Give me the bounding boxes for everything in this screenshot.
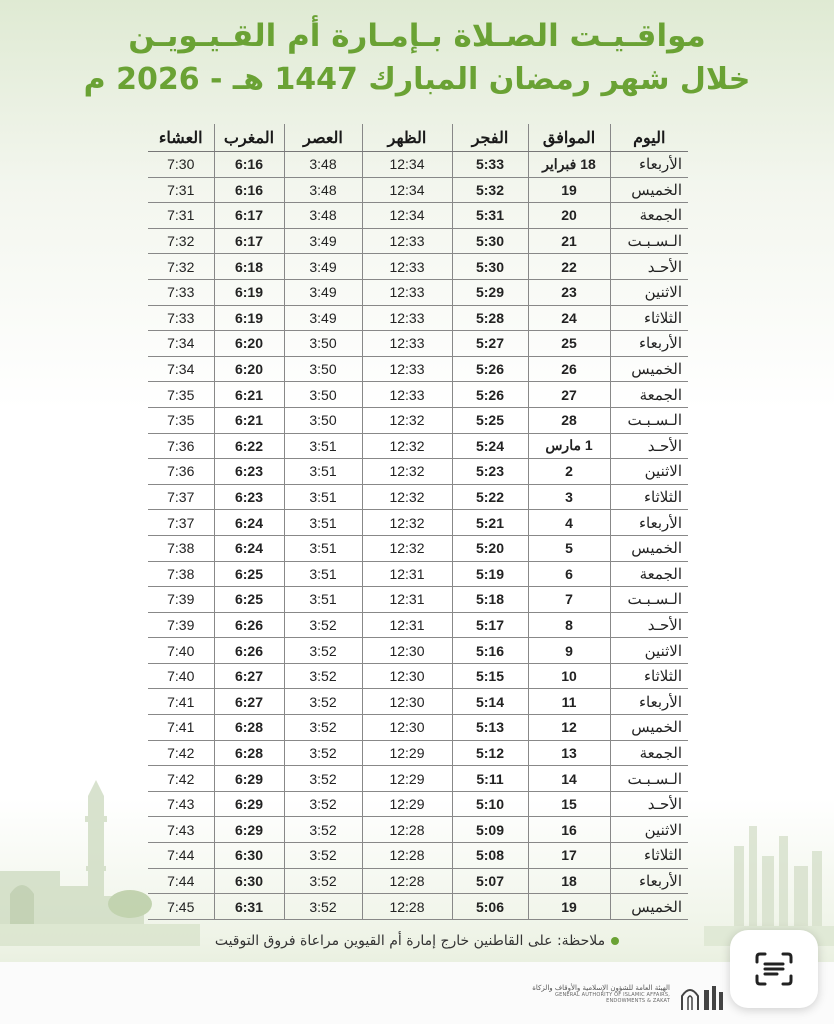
cell-isha: 7:41 xyxy=(148,689,214,715)
cell-asr: 3:50 xyxy=(284,407,362,433)
cell-maghrib: 6:24 xyxy=(214,535,284,561)
text-scan-icon xyxy=(754,951,794,987)
cell-maghrib: 6:25 xyxy=(214,587,284,613)
cell-dhuhr: 12:28 xyxy=(362,843,452,869)
authority-name-ar: الهيئة العامة للشؤون الإسلامية والأوقاف والزكاة xyxy=(532,984,670,992)
table-row xyxy=(148,715,688,741)
cell-day: الجمعة xyxy=(610,382,688,408)
prayer-times-table-container xyxy=(148,124,688,920)
cell-fajr: 5:26 xyxy=(452,356,528,382)
cell-fajr: 5:10 xyxy=(452,791,528,817)
cell-isha: 7:40 xyxy=(148,663,214,689)
cell-day: الخميس xyxy=(610,894,688,920)
table-row xyxy=(148,868,688,894)
cell-fajr: 5:07 xyxy=(452,868,528,894)
table-row xyxy=(148,228,688,254)
cell-asr: 3:51 xyxy=(284,510,362,536)
cell-dhuhr: 12:32 xyxy=(362,407,452,433)
table-row xyxy=(148,203,688,229)
cell-dhuhr: 12:28 xyxy=(362,868,452,894)
cell-day: الأربعاء xyxy=(610,152,688,178)
cell-asr: 3:52 xyxy=(284,612,362,638)
prayer-times-table xyxy=(148,124,688,920)
cell-isha: 7:42 xyxy=(148,766,214,792)
cell-maghrib: 6:21 xyxy=(214,382,284,408)
city-skyline-illustration xyxy=(704,806,834,946)
cell-maghrib: 6:27 xyxy=(214,689,284,715)
cell-isha: 7:38 xyxy=(148,561,214,587)
cell-asr: 3:52 xyxy=(284,868,362,894)
cell-day: الاثنين xyxy=(610,279,688,305)
cell-asr: 3:48 xyxy=(284,177,362,203)
cell-isha: 7:39 xyxy=(148,612,214,638)
cell-maghrib: 6:20 xyxy=(214,356,284,382)
cell-asr: 3:52 xyxy=(284,894,362,920)
cell-asr: 3:49 xyxy=(284,305,362,331)
cell-dhuhr: 12:32 xyxy=(362,510,452,536)
cell-asr: 3:49 xyxy=(284,254,362,280)
cell-date: 14 xyxy=(528,766,610,792)
cell-fajr: 5:25 xyxy=(452,407,528,433)
table-row xyxy=(148,587,688,613)
cell-dhuhr: 12:29 xyxy=(362,766,452,792)
cell-date: 5 xyxy=(528,535,610,561)
cell-asr: 3:52 xyxy=(284,766,362,792)
cell-asr: 3:52 xyxy=(284,638,362,664)
cell-asr: 3:50 xyxy=(284,356,362,382)
cell-fajr: 5:12 xyxy=(452,740,528,766)
cell-isha: 7:32 xyxy=(148,228,214,254)
cell-date: 20 xyxy=(528,203,610,229)
cell-dhuhr: 12:34 xyxy=(362,203,452,229)
cell-day: الـسـبـت xyxy=(610,407,688,433)
cell-date: 26 xyxy=(528,356,610,382)
cell-asr: 3:51 xyxy=(284,459,362,485)
page-title: مواقـيـت الصـلاة بـإمـارة أم القـيـويـن xyxy=(128,18,706,54)
cell-maghrib: 6:31 xyxy=(214,894,284,920)
cell-date: 9 xyxy=(528,638,610,664)
cell-maghrib: 6:29 xyxy=(214,817,284,843)
cell-day: الأحـد xyxy=(610,254,688,280)
cell-date: 6 xyxy=(528,561,610,587)
cell-isha: 7:33 xyxy=(148,305,214,331)
table-row xyxy=(148,817,688,843)
header-dhuhr: الظهر xyxy=(362,124,452,152)
header-asr: العصر xyxy=(284,124,362,152)
table-row xyxy=(148,433,688,459)
cell-date: 22 xyxy=(528,254,610,280)
cell-maghrib: 6:23 xyxy=(214,459,284,485)
cell-day: الأربعاء xyxy=(610,510,688,536)
cell-dhuhr: 12:28 xyxy=(362,817,452,843)
cell-day: الأحـد xyxy=(610,791,688,817)
cell-date: 2 xyxy=(528,459,610,485)
cell-fajr: 5:30 xyxy=(452,228,528,254)
cell-isha: 7:44 xyxy=(148,843,214,869)
cell-dhuhr: 12:33 xyxy=(362,254,452,280)
cell-maghrib: 6:26 xyxy=(214,612,284,638)
cell-asr: 3:52 xyxy=(284,843,362,869)
table-row xyxy=(148,407,688,433)
cell-maghrib: 6:17 xyxy=(214,203,284,229)
cell-asr: 3:52 xyxy=(284,740,362,766)
table-row xyxy=(148,663,688,689)
table-row xyxy=(148,459,688,485)
cell-fajr: 5:30 xyxy=(452,254,528,280)
cell-dhuhr: 12:30 xyxy=(362,715,452,741)
cell-dhuhr: 12:30 xyxy=(362,638,452,664)
cell-isha: 7:37 xyxy=(148,510,214,536)
cell-dhuhr: 12:33 xyxy=(362,228,452,254)
table-row xyxy=(148,177,688,203)
cell-isha: 7:31 xyxy=(148,177,214,203)
cell-date: 19 xyxy=(528,894,610,920)
cell-day: الجمعة xyxy=(610,740,688,766)
cell-dhuhr: 12:33 xyxy=(362,382,452,408)
cell-date: 1 مارس xyxy=(528,433,610,459)
timing-note xyxy=(0,933,834,949)
cell-maghrib: 6:17 xyxy=(214,228,284,254)
table-row xyxy=(148,535,688,561)
cell-date: 19 xyxy=(528,177,610,203)
table-row xyxy=(148,689,688,715)
cell-isha: 7:43 xyxy=(148,791,214,817)
header-day: اليوم xyxy=(610,124,688,152)
cell-dhuhr: 12:34 xyxy=(362,152,452,178)
cell-day: الأربعاء xyxy=(610,689,688,715)
cell-date: 16 xyxy=(528,817,610,843)
table-body xyxy=(148,152,688,920)
cell-asr: 3:49 xyxy=(284,279,362,305)
table-row xyxy=(148,894,688,920)
cell-isha: 7:34 xyxy=(148,331,214,357)
footer-bar xyxy=(0,962,834,1024)
cell-date: 10 xyxy=(528,663,610,689)
cell-fajr: 5:09 xyxy=(452,817,528,843)
cell-date: 12 xyxy=(528,715,610,741)
cell-date: 15 xyxy=(528,791,610,817)
cell-isha: 7:31 xyxy=(148,203,214,229)
table-row xyxy=(148,305,688,331)
table-row xyxy=(148,561,688,587)
cell-date: 3 xyxy=(528,484,610,510)
cell-fajr: 5:15 xyxy=(452,663,528,689)
cell-date: 28 xyxy=(528,407,610,433)
cell-isha: 7:34 xyxy=(148,356,214,382)
cell-maghrib: 6:16 xyxy=(214,177,284,203)
cell-maghrib: 6:29 xyxy=(214,791,284,817)
text-scan-button[interactable] xyxy=(730,930,818,1008)
cell-day: الأحـد xyxy=(610,612,688,638)
cell-asr: 3:51 xyxy=(284,561,362,587)
header-date: الموافق xyxy=(528,124,610,152)
cell-dhuhr: 12:33 xyxy=(362,305,452,331)
authority-emblem-icon xyxy=(676,980,732,1012)
cell-date: 18 فبراير xyxy=(528,152,610,178)
cell-maghrib: 6:30 xyxy=(214,843,284,869)
cell-asr: 3:51 xyxy=(284,433,362,459)
cell-fajr: 5:27 xyxy=(452,331,528,357)
cell-day: الاثنين xyxy=(610,638,688,664)
cell-asr: 3:50 xyxy=(284,331,362,357)
cell-dhuhr: 12:30 xyxy=(362,689,452,715)
cell-day: الثلاثاء xyxy=(610,843,688,869)
cell-date: 8 xyxy=(528,612,610,638)
header-maghrib: المغرب xyxy=(214,124,284,152)
cell-day: الجمعة xyxy=(610,203,688,229)
cell-isha: 7:45 xyxy=(148,894,214,920)
cell-asr: 3:50 xyxy=(284,382,362,408)
cell-maghrib: 6:20 xyxy=(214,331,284,357)
cell-dhuhr: 12:29 xyxy=(362,740,452,766)
header-isha: العشاء xyxy=(148,124,214,152)
table-row xyxy=(148,638,688,664)
cell-fajr: 5:22 xyxy=(452,484,528,510)
cell-fajr: 5:32 xyxy=(452,177,528,203)
cell-fajr: 5:24 xyxy=(452,433,528,459)
cell-isha: 7:43 xyxy=(148,817,214,843)
cell-dhuhr: 12:29 xyxy=(362,791,452,817)
cell-dhuhr: 12:30 xyxy=(362,663,452,689)
cell-asr: 3:51 xyxy=(284,587,362,613)
cell-asr: 3:52 xyxy=(284,817,362,843)
cell-asr: 3:52 xyxy=(284,791,362,817)
cell-dhuhr: 12:33 xyxy=(362,279,452,305)
cell-dhuhr: 12:31 xyxy=(362,612,452,638)
cell-day: الأربعاء xyxy=(610,868,688,894)
cell-day: الخميس xyxy=(610,715,688,741)
cell-date: 21 xyxy=(528,228,610,254)
cell-isha: 7:33 xyxy=(148,279,214,305)
cell-asr: 3:52 xyxy=(284,715,362,741)
cell-isha: 7:37 xyxy=(148,484,214,510)
cell-date: 17 xyxy=(528,843,610,869)
cell-fajr: 5:33 xyxy=(452,152,528,178)
table-row xyxy=(148,279,688,305)
cell-maghrib: 6:25 xyxy=(214,561,284,587)
table-row xyxy=(148,766,688,792)
cell-day: الخميس xyxy=(610,177,688,203)
cell-day: الـسـبـت xyxy=(610,587,688,613)
cell-maghrib: 6:19 xyxy=(214,279,284,305)
cell-date: 27 xyxy=(528,382,610,408)
cell-day: الـسـبـت xyxy=(610,228,688,254)
cell-fajr: 5:26 xyxy=(452,382,528,408)
cell-dhuhr: 12:28 xyxy=(362,894,452,920)
note-text: ملاحظة: على القاطنين خارج إمارة أم القيوين مراعاة فروق التوقيت xyxy=(214,933,606,949)
cell-maghrib: 6:22 xyxy=(214,433,284,459)
cell-maghrib: 6:21 xyxy=(214,407,284,433)
authority-name xyxy=(520,984,670,1004)
cell-fajr: 5:14 xyxy=(452,689,528,715)
cell-date: 13 xyxy=(528,740,610,766)
cell-isha: 7:44 xyxy=(148,868,214,894)
cell-fajr: 5:21 xyxy=(452,510,528,536)
cell-fajr: 5:17 xyxy=(452,612,528,638)
cell-dhuhr: 12:32 xyxy=(362,433,452,459)
table-row xyxy=(148,510,688,536)
cell-day: الأربعاء xyxy=(610,331,688,357)
cell-asr: 3:48 xyxy=(284,152,362,178)
cell-maghrib: 6:19 xyxy=(214,305,284,331)
cell-date: 18 xyxy=(528,868,610,894)
table-header-row xyxy=(148,124,688,152)
cell-isha: 7:41 xyxy=(148,715,214,741)
table-row xyxy=(148,740,688,766)
cell-day: الجمعة xyxy=(610,561,688,587)
cell-fajr: 5:23 xyxy=(452,459,528,485)
cell-date: 24 xyxy=(528,305,610,331)
cell-maghrib: 6:28 xyxy=(214,740,284,766)
cell-isha: 7:42 xyxy=(148,740,214,766)
cell-date: 4 xyxy=(528,510,610,536)
cell-day: الخميس xyxy=(610,535,688,561)
cell-dhuhr: 12:33 xyxy=(362,331,452,357)
cell-isha: 7:38 xyxy=(148,535,214,561)
cell-asr: 3:51 xyxy=(284,484,362,510)
table-row xyxy=(148,612,688,638)
header-fajr: الفجر xyxy=(452,124,528,152)
cell-dhuhr: 12:34 xyxy=(362,177,452,203)
cell-isha: 7:40 xyxy=(148,638,214,664)
cell-fajr: 5:18 xyxy=(452,587,528,613)
cell-day: الثلاثاء xyxy=(610,305,688,331)
cell-maghrib: 6:28 xyxy=(214,715,284,741)
cell-asr: 3:52 xyxy=(284,689,362,715)
page-subtitle: خلال شهر رمضان المبارك 1447 هـ - 2026 م xyxy=(83,62,751,97)
cell-day: الخميس xyxy=(610,356,688,382)
cell-isha: 7:32 xyxy=(148,254,214,280)
cell-day: الاثنين xyxy=(610,459,688,485)
cell-maghrib: 6:18 xyxy=(214,254,284,280)
cell-maghrib: 6:29 xyxy=(214,766,284,792)
cell-maghrib: 6:16 xyxy=(214,152,284,178)
cell-dhuhr: 12:32 xyxy=(362,535,452,561)
cell-dhuhr: 12:32 xyxy=(362,459,452,485)
cell-maghrib: 6:23 xyxy=(214,484,284,510)
cell-day: الـسـبـت xyxy=(610,766,688,792)
bullet-dot-icon xyxy=(611,937,619,945)
table-row xyxy=(148,152,688,178)
cell-dhuhr: 12:31 xyxy=(362,587,452,613)
cell-isha: 7:39 xyxy=(148,587,214,613)
cell-dhuhr: 12:32 xyxy=(362,484,452,510)
table-row xyxy=(148,843,688,869)
cell-date: 25 xyxy=(528,331,610,357)
cell-asr: 3:52 xyxy=(284,663,362,689)
cell-fajr: 5:28 xyxy=(452,305,528,331)
cell-day: الأحـد xyxy=(610,433,688,459)
cell-fajr: 5:19 xyxy=(452,561,528,587)
cell-fajr: 5:11 xyxy=(452,766,528,792)
cell-fajr: 5:31 xyxy=(452,203,528,229)
cell-day: الثلاثاء xyxy=(610,484,688,510)
cell-fajr: 5:20 xyxy=(452,535,528,561)
cell-maghrib: 6:30 xyxy=(214,868,284,894)
cell-dhuhr: 12:31 xyxy=(362,561,452,587)
cell-date: 11 xyxy=(528,689,610,715)
cell-asr: 3:49 xyxy=(284,228,362,254)
cell-asr: 3:48 xyxy=(284,203,362,229)
table-row xyxy=(148,254,688,280)
cell-asr: 3:51 xyxy=(284,535,362,561)
table-row xyxy=(148,356,688,382)
table-row xyxy=(148,382,688,408)
cell-isha: 7:35 xyxy=(148,407,214,433)
cell-fajr: 5:06 xyxy=(452,894,528,920)
cell-isha: 7:30 xyxy=(148,152,214,178)
cell-fajr: 5:29 xyxy=(452,279,528,305)
cell-maghrib: 6:24 xyxy=(214,510,284,536)
cell-dhuhr: 12:33 xyxy=(362,356,452,382)
cell-isha: 7:36 xyxy=(148,433,214,459)
cell-maghrib: 6:27 xyxy=(214,663,284,689)
table-row xyxy=(148,331,688,357)
cell-isha: 7:36 xyxy=(148,459,214,485)
authority-name-en: GENERAL AUTHORITY OF ISLAMIC AFFAIRS, ENDOWMENTS & ZAKAT xyxy=(555,992,670,1004)
cell-date: 7 xyxy=(528,587,610,613)
cell-fajr: 5:13 xyxy=(452,715,528,741)
cell-maghrib: 6:26 xyxy=(214,638,284,664)
cell-fajr: 5:16 xyxy=(452,638,528,664)
table-row xyxy=(148,791,688,817)
cell-day: الاثنين xyxy=(610,817,688,843)
cell-fajr: 5:08 xyxy=(452,843,528,869)
cell-date: 23 xyxy=(528,279,610,305)
cell-isha: 7:35 xyxy=(148,382,214,408)
cell-day: الثلاثاء xyxy=(610,663,688,689)
table-row xyxy=(148,484,688,510)
